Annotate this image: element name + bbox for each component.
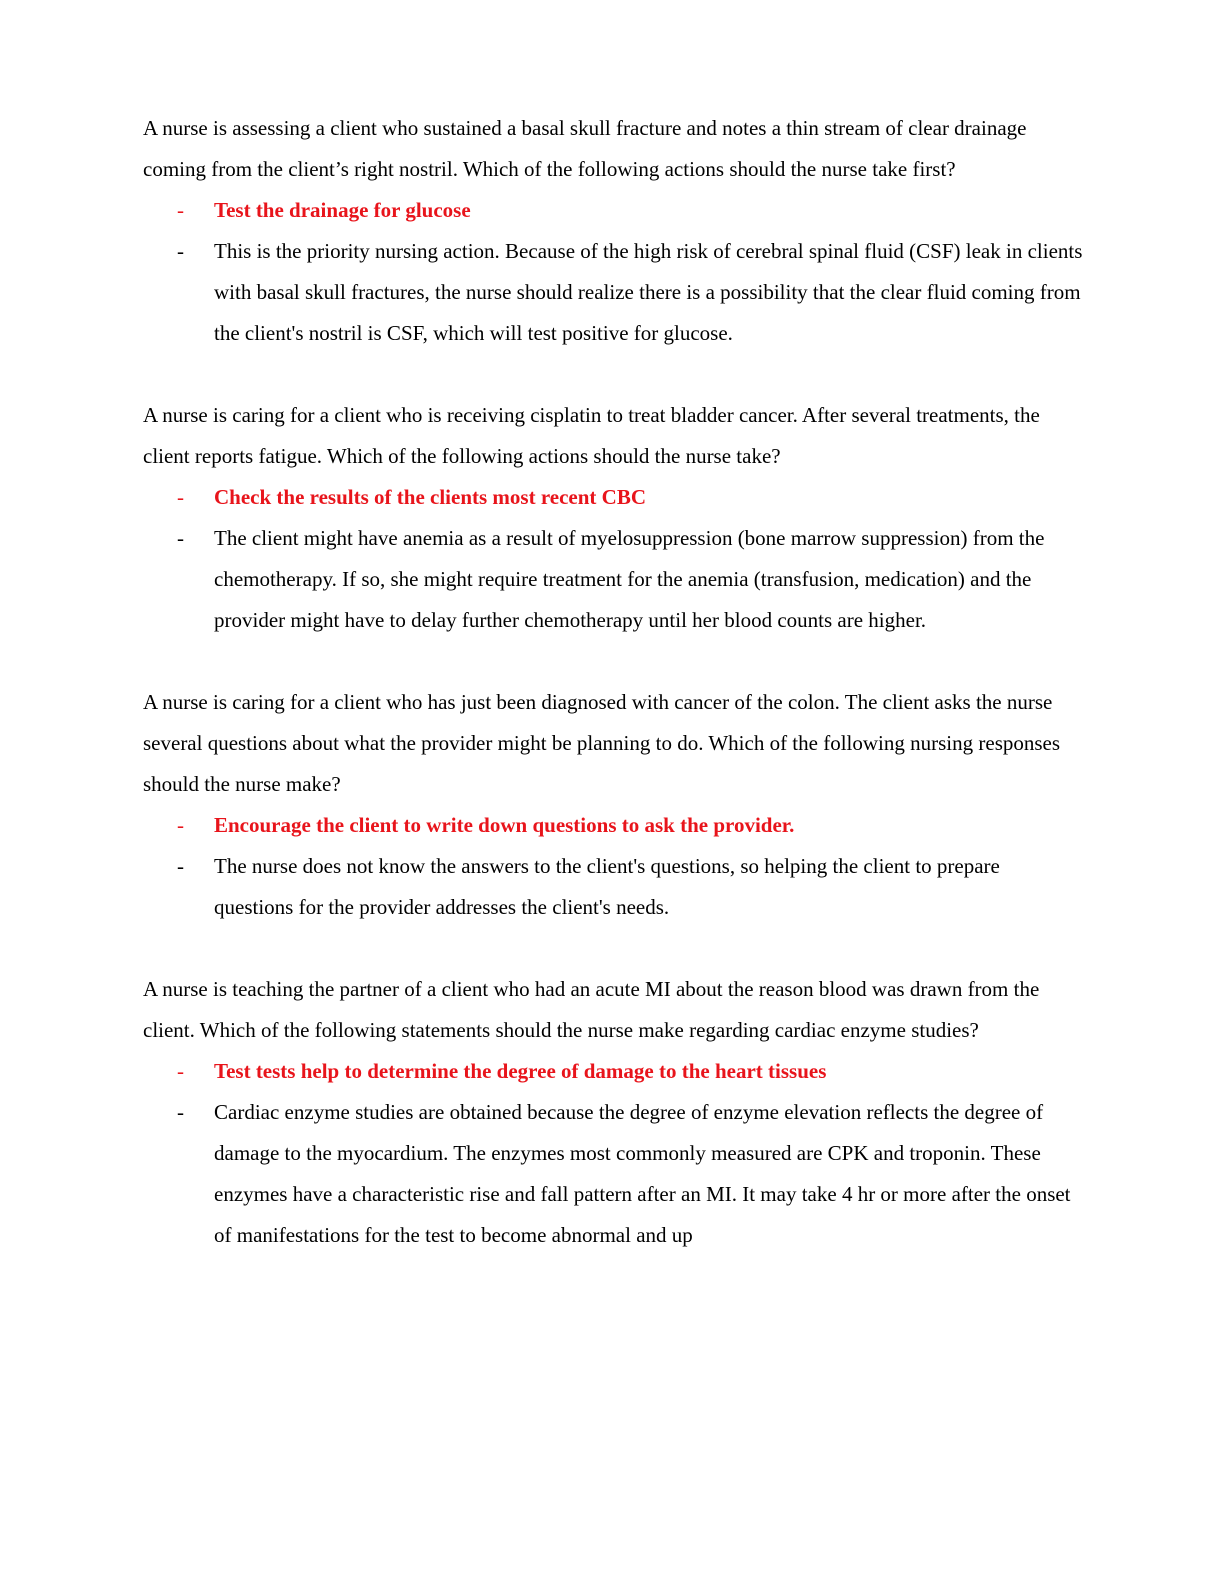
question-block-1: [143, 108, 1083, 354]
correct-answer-text: Test the drainage for glucose: [214, 198, 471, 222]
rationale: [143, 518, 1083, 641]
rationale-text: The nurse does not know the answers to the client's questions, so helping the client to prepare questions for the provider addresses the client's needs.: [214, 854, 1000, 919]
bullet-dash: -: [177, 485, 184, 509]
answer-list: [143, 805, 1083, 928]
correct-answer: [143, 190, 1083, 231]
question-text: A nurse is assessing a client who sustained a basal skull fracture and notes a thin stream of clear drainage coming from the client’s right nostril. Which of the following actions should the nurse take first?: [143, 116, 1027, 181]
bullet-dash: -: [177, 813, 184, 837]
rationale: [143, 1092, 1083, 1256]
question-text: A nurse is caring for a client who is receiving cisplatin to treat bladder cancer. After several treatments, the client reports fatigue. Which of the following actions should the nurse take?: [143, 403, 1040, 468]
document-content: [143, 108, 1083, 1297]
bullet-dash: -: [177, 198, 184, 222]
bullet-dash: -: [177, 239, 184, 263]
correct-answer: [143, 805, 1083, 846]
answer-list: [143, 1051, 1083, 1256]
correct-answer-text: Test tests help to determine the degree of damage to the heart tissues: [214, 1059, 827, 1083]
question-block-3: [143, 682, 1083, 928]
question-block-4: [143, 969, 1083, 1256]
question-block-2: [143, 395, 1083, 641]
bullet-dash: -: [177, 1100, 184, 1124]
correct-answer-text: Encourage the client to write down questions to ask the provider.: [214, 813, 795, 837]
rationale: [143, 846, 1083, 928]
rationale-text: Cardiac enzyme studies are obtained because the degree of enzyme elevation reflects the degree of damage to the myocardium. The enzymes most commonly measured are CPK and troponin. These enzymes have a characteristic rise and fall pattern after an MI. It may take 4 hr or more after the onset of manifestations for the test to become abnormal and up: [214, 1100, 1071, 1247]
rationale: [143, 231, 1083, 354]
answer-list: [143, 190, 1083, 354]
bullet-dash: -: [177, 1059, 184, 1083]
bullet-dash: -: [177, 854, 184, 878]
rationale-text: The client might have anemia as a result of myelosuppression (bone marrow suppression) from the chemotherapy. If so, she might require treatment for the anemia (transfusion, medication) and the provider might have to delay further chemotherapy until her blood counts are higher.: [214, 526, 1045, 632]
rationale-text: This is the priority nursing action. Because of the high risk of cerebral spinal fluid (CSF) leak in clients with basal skull fractures, the nurse should realize there is a possibility that the clear fluid coming from the client's nostril is CSF, which will test positive for glucose.: [214, 239, 1083, 345]
correct-answer: [143, 1051, 1083, 1092]
answer-list: [143, 477, 1083, 641]
question-text: A nurse is teaching the partner of a client who had an acute MI about the reason blood was drawn from the client. Which of the following statements should the nurse make regarding cardiac enzyme studies?: [143, 977, 1040, 1042]
question-text: A nurse is caring for a client who has just been diagnosed with cancer of the colon. The client asks the nurse several questions about what the provider might be planning to do. Which of the following nursing responses should the nurse make?: [143, 690, 1061, 796]
correct-answer-text: Check the results of the clients most recent CBC: [214, 485, 646, 509]
correct-answer: [143, 477, 1083, 518]
bullet-dash: -: [177, 526, 184, 550]
